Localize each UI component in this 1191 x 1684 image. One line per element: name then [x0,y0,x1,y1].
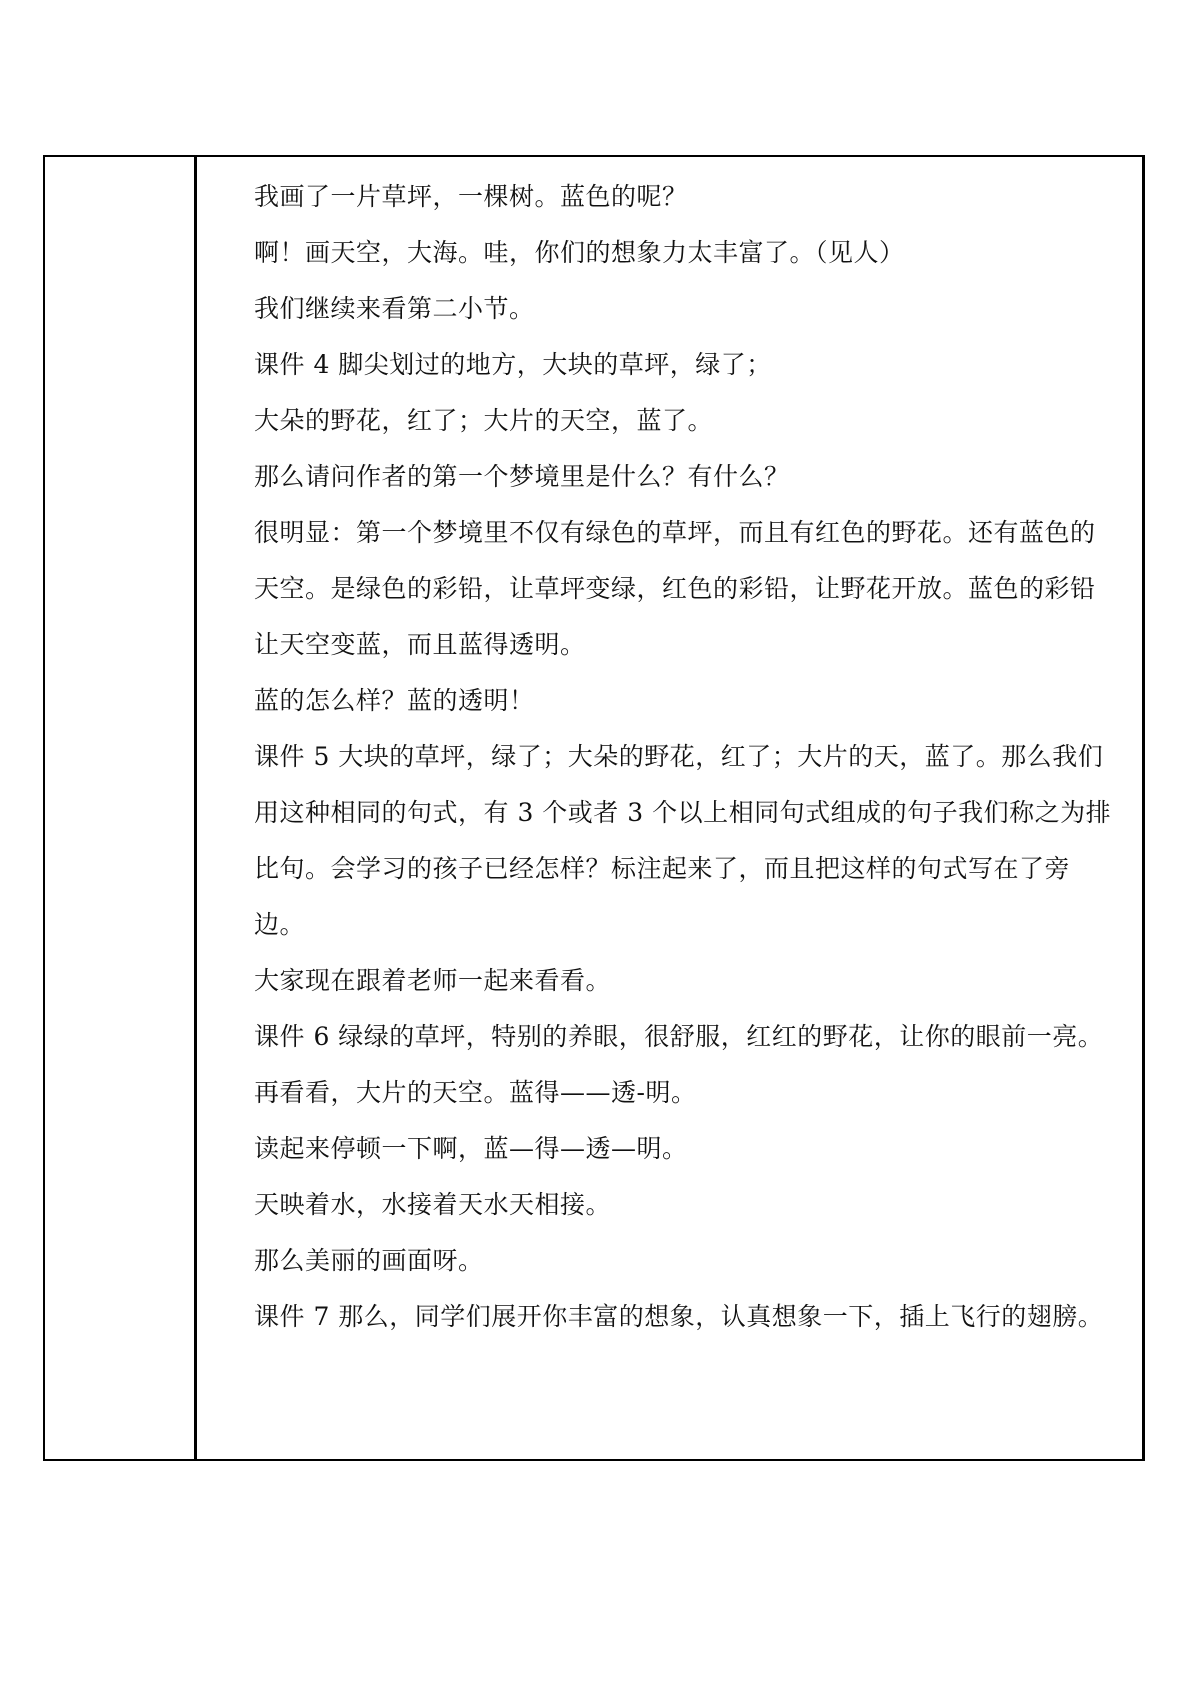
text-line: 用这种相同的句式，有 3 个或者 3 个以上相同句式组成的句子我们称之为排 [254,798,1112,827]
text-line: 我画了一片草坪，一棵树。蓝色的呢？ [254,182,688,211]
lesson-table [43,155,1145,1461]
text-line: 那么美丽的画面呀。 [254,1246,484,1275]
text-line: 比句。会学习的孩子已经怎样？标注起来了，而且把这样的句式写在了旁 [254,854,1071,883]
text-line: 那么请问作者的第一个梦境里是什么？有什么？ [254,462,790,491]
text-line: 课件 6 绿绿的草坪，特别的养眼，很舒服，红红的野花，让你的眼前一亮。 [254,1022,1104,1051]
text-line: 啊！画天空，大海。哇，你们的想象力太丰富了。（见人） [254,238,905,267]
text-line: 课件 7 那么，同学们展开你丰富的想象，认真想象一下，插上飞行的翅膀。 [254,1302,1104,1331]
text-line: 再看看，大片的天空。蓝得——透-明。 [254,1078,697,1107]
text-line: 很明显：第一个梦境里不仅有绿色的草坪，而且有红色的野花。还有蓝色的 [254,518,1096,547]
content-cell [200,157,1142,1459]
text-line: 课件 5 大块的草坪，绿了；大朵的野花，红了；大片的天，蓝了。那么我们 [254,742,1104,771]
text-line: 让天空变蓝，而且蓝得透明。 [254,630,586,659]
text-line: 大家现在跟着老师一起来看看。 [254,966,612,995]
left-column-cell [45,157,197,1459]
text-line: 蓝的怎么样？蓝的透明！ [254,686,535,715]
text-line: 我们继续来看第二小节。 [254,294,535,323]
text-line: 天空。是绿色的彩铅，让草坪变绿，红色的彩铅，让野花开放。蓝色的彩铅 [254,574,1096,603]
text-line: 大朵的野花，红了；大片的天空，蓝了。 [254,406,714,435]
text-line: 课件 4 脚尖划过的地方，大块的草坪，绿了； [254,350,772,379]
text-line: 读起来停顿一下啊，蓝—得—透—明。 [254,1134,688,1163]
text-line: 天映着水，水接着天水天相接。 [254,1190,612,1219]
text-line: 边。 [254,910,306,939]
